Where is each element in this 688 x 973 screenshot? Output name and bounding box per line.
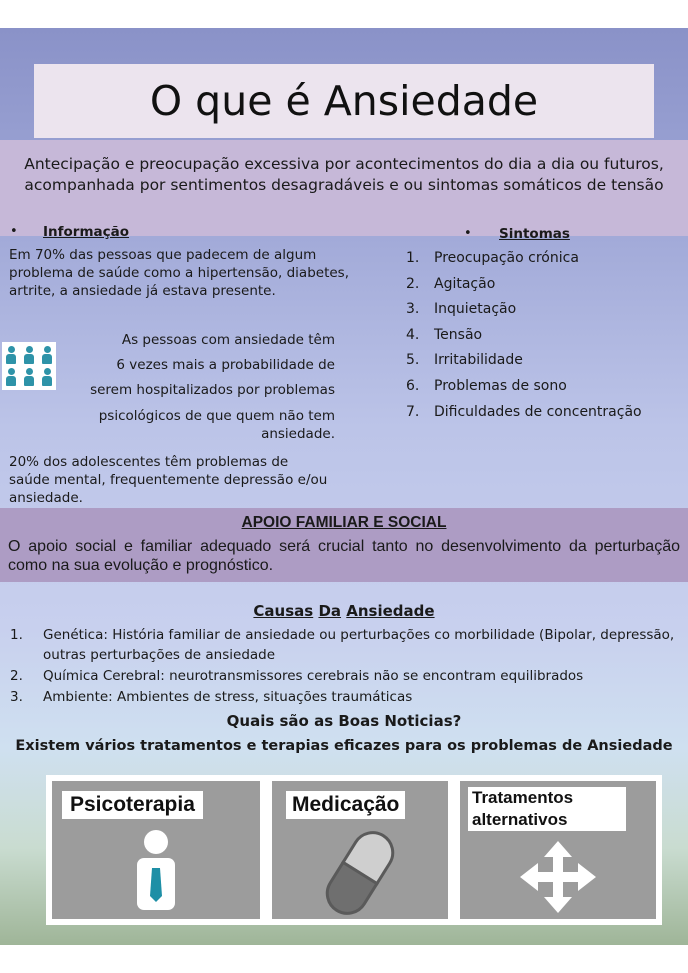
treatment-label: Tratamentos alternativos xyxy=(468,787,626,831)
treatment-card-alternativos xyxy=(460,781,656,919)
cause-number: 3. xyxy=(10,689,23,705)
causes-list xyxy=(10,625,680,708)
cause-text: Química Cerebral: neurotransmissores cerebrais não se encontram equilibrados xyxy=(43,668,584,684)
symptom-text: Inquietação xyxy=(434,301,517,318)
symptoms-bullet: • xyxy=(464,226,472,241)
symptom-item xyxy=(406,378,642,404)
treatment-card-medicacao xyxy=(272,781,448,919)
info-stat-1: Em 70% das pessoas que padecem de algum problema de saúde como a hipertensão, diabetes, artrite, a ansiedade já estava presente. xyxy=(9,247,349,299)
causes-title-word: Da xyxy=(318,602,342,620)
symptoms-heading: Sintomas xyxy=(499,226,570,242)
info-stat-2-line: As pessoas com ansiedade têm xyxy=(121,332,335,348)
intro-text: Antecipação e preocupação excessiva por acontecimentos do dia a dia ou futuros, acompanhada por sentimentos desagradáveis e ou sintomas somáticos de tensão xyxy=(24,155,664,194)
cause-text: Ambiente: Ambientes de stress, situações traumáticas xyxy=(43,689,413,705)
cause-item xyxy=(10,625,680,665)
symptom-text: Preocupação crónica xyxy=(434,250,579,266)
symptom-item xyxy=(406,301,642,327)
symptom-number: 6. xyxy=(406,377,420,394)
causes-title-word: Causas xyxy=(253,602,314,620)
four-way-arrows-icon xyxy=(516,839,600,915)
info-stat-2-line: psicológicos de que quem não tem xyxy=(98,408,335,424)
info-heading: Informação xyxy=(43,224,130,240)
info-stat-3: 20% dos adolescentes têm problemas de saúde mental, frequentemente depressão e/ou ansiedade. xyxy=(9,454,328,506)
treatment-cards xyxy=(46,775,662,925)
good-news-question: Quais são as Boas Noticias? xyxy=(226,712,462,730)
person-tie-icon xyxy=(126,826,186,916)
symptom-item xyxy=(406,276,642,302)
symptom-item xyxy=(406,250,642,276)
poster xyxy=(0,28,688,945)
info-stat-2-line: serem hospitalizados por problemas xyxy=(90,382,335,398)
info-stat-2-line: ansiedade. xyxy=(261,426,335,442)
cause-item xyxy=(10,666,680,686)
info-stat-2 xyxy=(60,328,335,443)
info-bullet: • xyxy=(10,224,18,239)
symptom-item xyxy=(406,404,642,430)
cause-number: 2. xyxy=(10,668,23,684)
page-title: O que é Ansiedade xyxy=(34,64,654,138)
causes-title xyxy=(0,602,688,620)
symptom-number: 3. xyxy=(406,301,420,318)
support-text: O apoio social e familiar adequado será crucial tanto no desenvolvimento da perturbação como na sua evolução e prognóstico. xyxy=(8,538,680,574)
symptoms-list xyxy=(406,250,642,429)
symptom-text: Irritabilidade xyxy=(434,352,523,369)
cause-item xyxy=(10,687,680,707)
cause-text: Genética: História familiar de ansiedade ou perturbações co morbilidade (Bipolar, depressão, outras perturbações de ansiedade xyxy=(43,627,675,663)
causes-title-word: Ansiedade xyxy=(346,602,435,620)
support-title: APOIO FAMILIAR E SOCIAL xyxy=(241,514,447,531)
people-icon xyxy=(2,342,56,390)
symptom-item xyxy=(406,327,642,353)
symptom-number: 5. xyxy=(406,352,420,369)
info-stat-2-line: 6 vezes mais a probabilidade de xyxy=(116,357,335,373)
symptom-text: Dificuldades de concentração xyxy=(434,403,642,420)
good-news-answer: Existem vários tratamentos e terapias eficazes para os problemas de Ansiedade xyxy=(15,738,673,754)
symptom-number: 1. xyxy=(406,250,420,266)
treatment-label: Medicação xyxy=(286,791,405,819)
treatment-card-psicoterapia xyxy=(52,781,260,919)
symptom-text: Problemas de sono xyxy=(434,377,567,394)
symptom-item xyxy=(406,352,642,378)
symptom-number: 2. xyxy=(406,275,420,292)
symptom-number: 4. xyxy=(406,326,420,343)
symptom-text: Agitação xyxy=(434,275,496,292)
cause-number: 1. xyxy=(10,627,23,643)
symptom-text: Tensão xyxy=(434,326,483,343)
treatment-label: Psicoterapia xyxy=(62,791,203,819)
pill-capsule-icon xyxy=(320,825,400,921)
symptom-number: 7. xyxy=(406,403,420,420)
